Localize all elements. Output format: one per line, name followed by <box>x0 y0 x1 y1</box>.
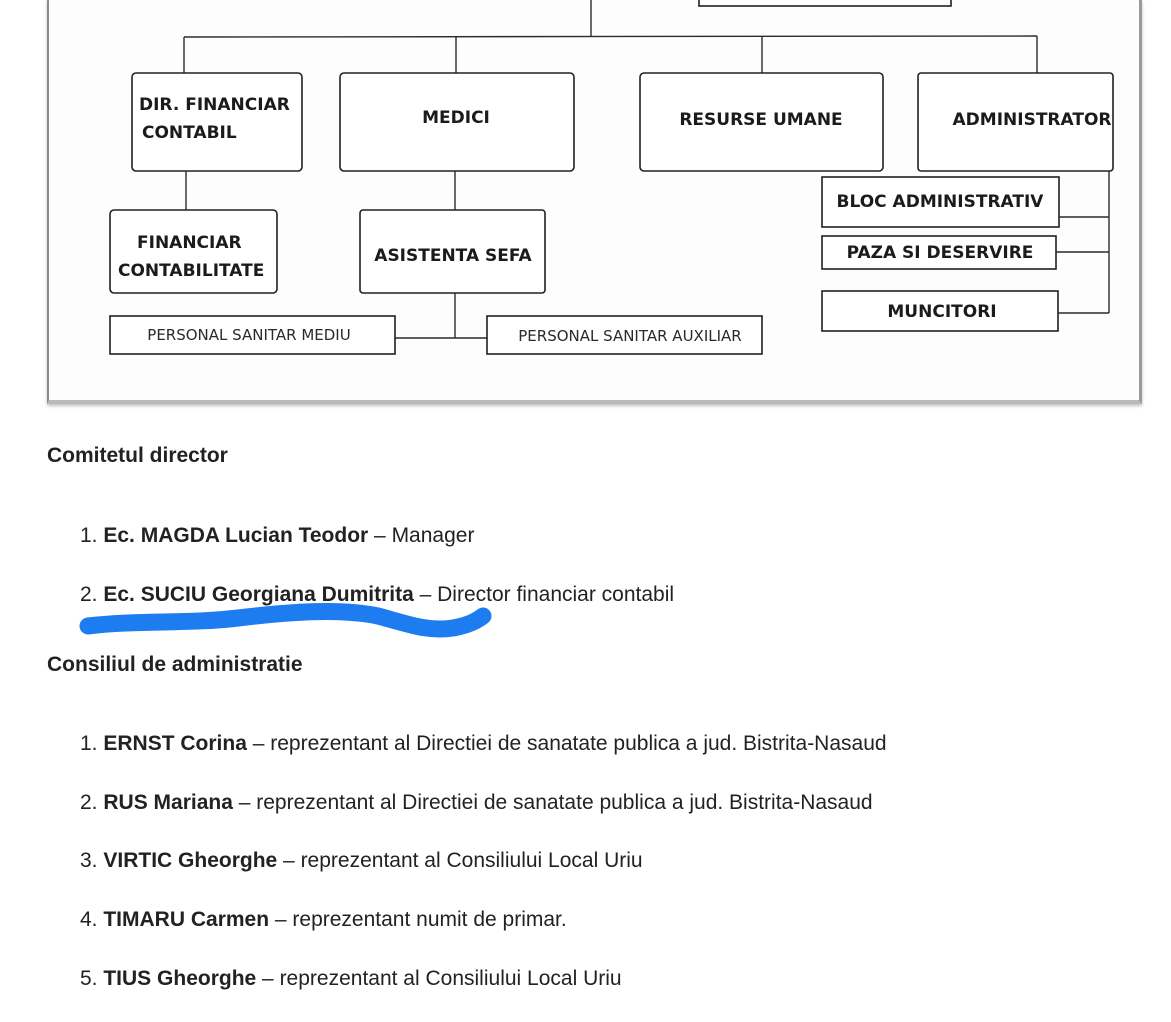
member-name: Ec. MAGDA Lucian Teodor <box>103 524 369 547</box>
list-number: 1. <box>80 732 98 755</box>
chart-label-dir-financiar-1: DIR. FINANCIAR <box>139 95 290 115</box>
member-name: RUS Mariana <box>103 790 233 814</box>
chart-label-paza-si-deservire: PAZA SI DESERVIRE <box>846 243 1034 263</box>
chart-box-top <box>699 0 951 6</box>
chart-label-personal-sanitar-auxiliar: PERSONAL SANITAR AUXILIAR <box>518 327 742 345</box>
chart-label-bloc-administrativ: BLOC ADMINISTRATIV <box>836 192 1044 212</box>
list-item <box>80 788 887 847</box>
member-role: – reprezentant al Directiei de sanatate publica a jud. Bistrita-Nasaud <box>246 732 887 755</box>
list-item <box>80 846 887 905</box>
highlight-marker-stroke <box>78 598 498 643</box>
member-name: TIMARU Carmen <box>103 908 270 932</box>
section-heading-comitet: Comitetul director <box>47 444 228 467</box>
list-item <box>80 729 887 788</box>
chart-label-dir-financiar-2: CONTABIL <box>142 123 237 143</box>
member-role: – reprezentant numit de primar. <box>269 908 567 932</box>
member-name: Ec. SUCIU Georgiana Dumitrita <box>103 582 414 606</box>
section-heading-consiliu: Consiliul de administratie <box>47 653 303 676</box>
list-number: 2. <box>80 790 98 814</box>
chart-label-administrator: ADMINISTRATOR <box>952 110 1112 130</box>
list-number: 5. <box>80 966 98 990</box>
member-role: – Manager <box>368 524 475 547</box>
member-role: – reprezentant al Consiliului Local Uriu <box>256 966 622 990</box>
list-item <box>80 964 887 1022</box>
chart-connector <box>184 36 1037 37</box>
org-chart-drawing <box>49 0 1144 404</box>
chart-box-dir-financiar <box>132 73 302 171</box>
list-number: 1. <box>80 524 98 547</box>
chart-label-personal-sanitar-mediu: PERSONAL SANITAR MEDIU <box>147 326 351 344</box>
consiliu-list <box>80 729 887 1022</box>
member-name: VIRTIC Gheorghe <box>103 849 278 873</box>
list-number: 2. <box>80 582 98 606</box>
chart-label-muncitori: MUNCITORI <box>887 302 997 322</box>
chart-label-financiar-contabilitate-1: FINANCIAR <box>137 233 242 253</box>
chart-label-medici: MEDICI <box>422 108 490 128</box>
member-role: – Director financiar contabil <box>413 582 675 606</box>
member-role: – reprezentant al Directiei de sanatate publica a jud. Bistrita-Nasaud <box>232 790 873 814</box>
chart-label-asistenta-sefa: ASISTENTA SEFA <box>374 246 532 266</box>
member-name: ERNST Corina <box>103 732 247 755</box>
list-number: 4. <box>80 908 98 932</box>
member-name: TIUS Gheorghe <box>103 966 257 990</box>
list-item <box>80 905 887 964</box>
list-number: 3. <box>80 849 98 873</box>
member-role: – reprezentant al Consiliului Local Uriu <box>277 849 643 873</box>
chart-label-resurse-umane: RESURSE UMANE <box>679 110 843 130</box>
org-chart-image <box>47 0 1142 404</box>
chart-label-financiar-contabilitate-2: CONTABILITATE <box>118 261 265 281</box>
list-item <box>80 521 674 580</box>
